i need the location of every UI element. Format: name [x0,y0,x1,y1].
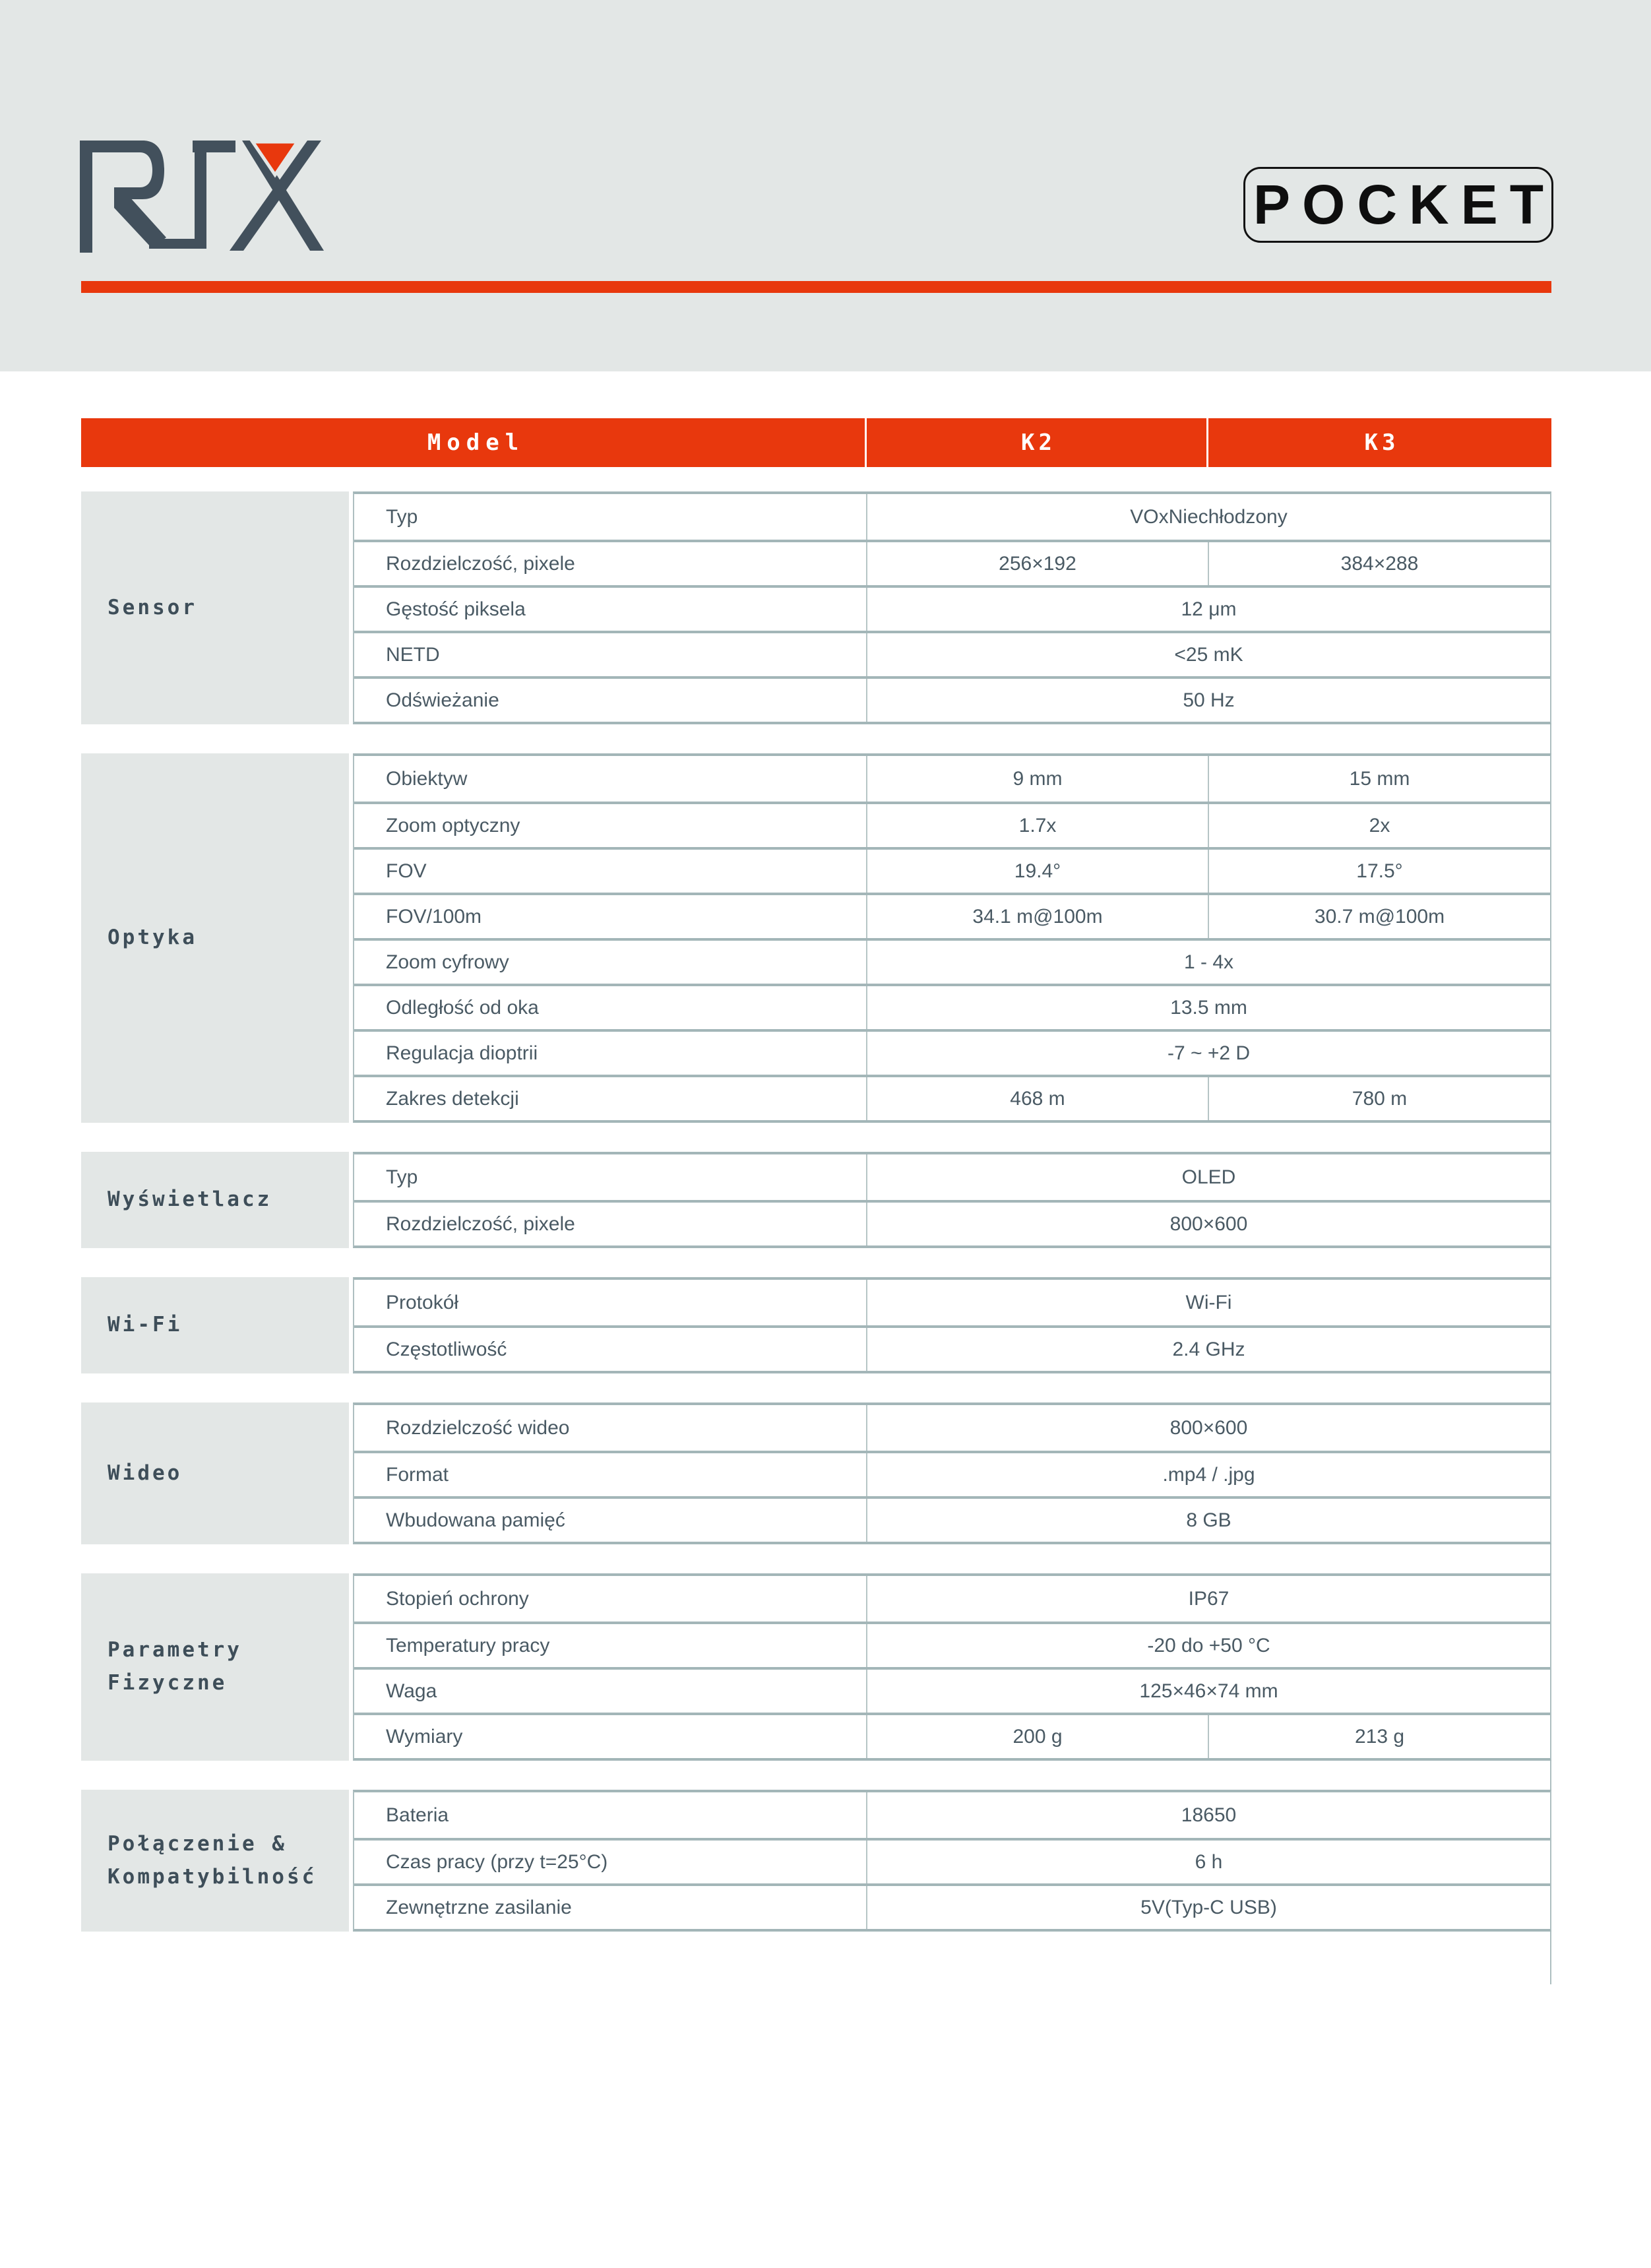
row-label: Bateria [354,1792,867,1838]
section-label-cell [81,753,349,1123]
header-cell-k3: K3 [1206,418,1551,467]
table-row [354,1451,1550,1496]
row-label: Wbudowana pamięć [354,1499,867,1542]
table-row [354,494,1550,540]
row-value-merged: 13.5 mm [1170,996,1247,1019]
section-wideo [81,1402,1551,1544]
row-label: Zoom optyczny [354,804,867,847]
table-row [354,1200,1550,1245]
row-label: Protokół [354,1280,867,1325]
table-row [354,893,1550,938]
pocket-badge-label: POCKET [1253,173,1556,236]
section-label: Wyświetlacz [108,1187,272,1212]
row-value-k2: 468 m [1010,1087,1065,1110]
rix-logo [80,141,324,253]
table-row [354,1667,1550,1713]
section-rows [353,1277,1551,1373]
row-value-merged: -7 ~ +2 D [1167,1042,1251,1064]
row-label: Zoom cyfrowy [354,941,867,984]
section-rows [353,491,1551,724]
section-rows [353,1573,1551,1761]
table-row [354,1713,1550,1758]
table-row [354,1496,1550,1542]
row-label: Czas pracy (przy t=25°C) [354,1841,867,1883]
row-label: Odświeżanie [354,679,867,722]
header-cell-model: Model [427,429,525,456]
row-label: Waga [354,1670,867,1713]
pocket-badge [1243,167,1556,243]
section-rows [353,1152,1551,1248]
section-optyka [81,753,1551,1123]
header-band [0,0,1651,371]
row-label: FOV/100m [354,895,867,938]
row-label: FOV [354,850,867,893]
table-row [354,540,1550,585]
row-label: Format [354,1453,867,1496]
table-sections [81,491,1551,1932]
section-label: Parametry Fizyczne [108,1638,242,1695]
table-row [354,1883,1550,1929]
row-label: Gęstość piksela [354,588,867,631]
row-value-k3: 213 g [1208,1715,1550,1758]
section-rows [353,1402,1551,1544]
row-label: Rozdzielczość, pixele [354,1203,867,1245]
table-row [354,847,1550,893]
row-label: Rozdzielczość wideo [354,1405,867,1451]
section-label-cell [81,1152,349,1248]
row-label: Zakres detekcji [354,1077,867,1120]
table-row [354,1075,1550,1120]
table-row [354,1029,1550,1075]
row-label: Zewnętrzne zasilanie [354,1886,867,1929]
table-row [354,1576,1550,1622]
row-value-k2: 200 g [1012,1725,1063,1748]
section-label: Wi-Fi [108,1313,183,1337]
row-value-merged: VOxNiechłodzony [1130,505,1288,528]
section-label: Optyka [108,926,197,950]
row-label: Rozdzielczość, pixele [354,542,867,585]
table-row [354,938,1550,984]
table-row [354,1280,1550,1325]
row-value-k2: 34.1 m@100m [972,905,1103,928]
row-label: Odległość od oka [354,986,867,1029]
table-row [354,1792,1550,1838]
row-value-k3: 15 mm [1208,756,1550,802]
row-value-k2: 1.7x [1018,814,1057,836]
row-value-merged: -20 do +50 °C [1147,1634,1270,1656]
row-label: Regulacja dioptrii [354,1032,867,1075]
accent-divider [81,281,1551,293]
section-label: Połączenie & Kompatybilność [108,1831,317,1889]
row-value-k3: 780 m [1208,1077,1550,1120]
row-value-merged: 18650 [1181,1804,1237,1826]
header-cell-k2: K2 [865,418,1206,467]
row-value-merged: IP67 [1188,1587,1230,1610]
section-label-cell [81,1573,349,1761]
row-value-merged: 2.4 GHz [1172,1338,1245,1360]
row-label: Typ [354,494,867,540]
row-value-merged: 50 Hz [1183,689,1235,711]
row-value-merged: 800×600 [1169,1213,1248,1235]
section-label-cell [81,491,349,724]
row-label: Częstotliwość [354,1328,867,1371]
row-label: Obiektyw [354,756,867,802]
row-value-k3: 30.7 m@100m [1208,895,1550,938]
row-value-merged: 6 h [1195,1850,1223,1873]
row-value-merged: 125×46×74 mm [1139,1680,1278,1702]
row-value-merged: 1 - 4x [1183,951,1234,973]
spec-table [81,418,1551,1932]
table-row [354,631,1550,676]
row-value-k3: 2x [1208,804,1550,847]
row-value-k3: 17.5° [1208,850,1550,893]
row-value-merged: 5V(Typ-C USB) [1140,1896,1277,1918]
section-label-cell [81,1790,349,1932]
row-value-k2: 9 mm [1012,767,1063,790]
row-value-merged: 12 μm [1181,598,1237,620]
row-label: Wymiary [354,1715,867,1758]
section-sensor [81,491,1551,724]
section-label-cell [81,1277,349,1373]
section-parametry-fizyczne [81,1573,1551,1761]
row-value-k3: 384×288 [1208,542,1550,585]
row-value-k2: 256×192 [999,552,1076,575]
row-label: Temperatury pracy [354,1624,867,1667]
row-label: NETD [354,633,867,676]
table-row [354,1622,1550,1667]
table-row [354,1325,1550,1371]
section-po-czenie-kompatybilno- [81,1790,1551,1932]
row-value-merged: Wi-Fi [1185,1291,1232,1313]
row-value-merged: 800×600 [1169,1416,1248,1439]
section-rows [353,1790,1551,1932]
table-row [354,984,1550,1029]
row-value-k2: 19.4° [1014,860,1061,882]
row-label: Stopień ochrony [354,1576,867,1622]
table-row [354,676,1550,722]
table-row [354,1838,1550,1883]
section-rows [353,753,1551,1123]
row-value-merged: OLED [1181,1166,1236,1188]
table-row [354,585,1550,631]
table-row [354,802,1550,847]
section-wi-fi [81,1277,1551,1373]
row-value-merged: <25 mK [1174,643,1243,666]
section-label: Wideo [108,1461,183,1485]
table-row [354,1154,1550,1200]
section-label-cell [81,1402,349,1544]
section-label: Sensor [108,595,197,619]
table-row [354,1405,1550,1451]
table-header-row [81,418,1551,467]
section-wy-wietlacz [81,1152,1551,1248]
row-value-merged: .mp4 / .jpg [1162,1463,1255,1486]
row-value-merged: 8 GB [1186,1509,1231,1531]
row-label: Typ [354,1154,867,1200]
table-row [354,756,1550,802]
